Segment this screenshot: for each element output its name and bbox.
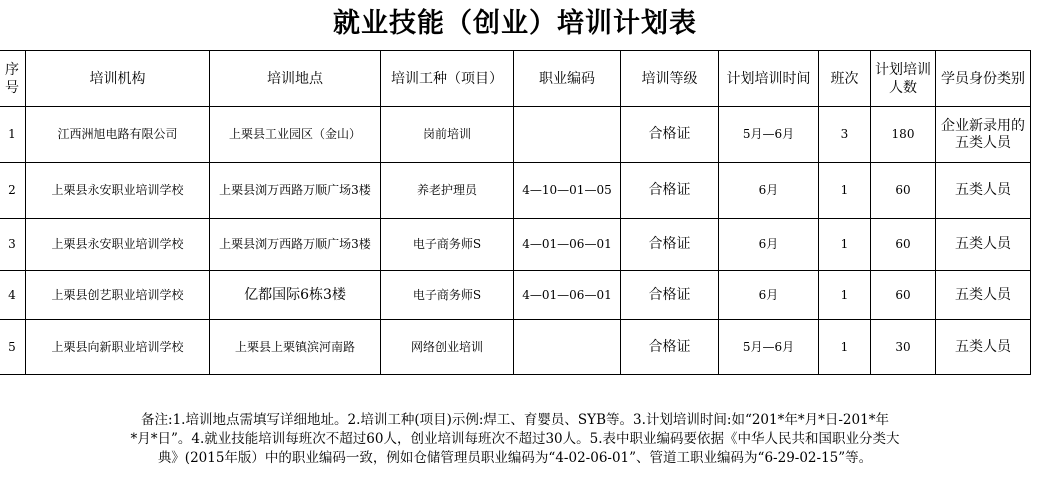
table-row <box>0 107 1031 163</box>
cell-seq: 3 <box>0 219 26 271</box>
cell-time: 5月—6月 <box>719 320 819 375</box>
cell-seq: 2 <box>0 163 26 219</box>
header-level: 培训等级 <box>621 51 719 107</box>
cell-trade: 养老护理员 <box>381 163 514 219</box>
cell-trade: 岗前培训 <box>381 107 514 163</box>
cell-location: 上栗县上栗镇滨河南路 <box>210 320 381 375</box>
cell-code <box>514 320 621 375</box>
cell-category: 五类人员 <box>936 163 1031 219</box>
table-row <box>0 219 1031 271</box>
cell-seq: 5 <box>0 320 26 375</box>
cell-classes: 3 <box>819 107 871 163</box>
cell-count: 60 <box>871 219 936 271</box>
cell-level: 合格证 <box>621 107 719 163</box>
table-row <box>0 271 1031 320</box>
header-time: 计划培训时间 <box>719 51 819 107</box>
cell-trade: 电子商务师S <box>381 271 514 320</box>
cell-org: 江西洲旭电路有限公司 <box>26 107 210 163</box>
cell-time: 6月 <box>719 163 819 219</box>
header-classes: 班次 <box>819 51 871 107</box>
remarks-note <box>80 411 950 468</box>
cell-org: 上栗县向新职业培训学校 <box>26 320 210 375</box>
cell-count: 60 <box>871 163 936 219</box>
header-location: 培训地点 <box>210 51 381 107</box>
training-plan-table <box>0 50 1031 375</box>
table-row <box>0 163 1031 219</box>
cell-location: 亿都国际6栋3楼 <box>210 271 381 320</box>
cell-code: 4—01—06—01 <box>514 219 621 271</box>
cell-classes: 1 <box>819 271 871 320</box>
cell-level: 合格证 <box>621 271 719 320</box>
page-title: 就业技能（创业）培训计划表 <box>333 8 697 39</box>
table-row <box>0 320 1031 375</box>
table-header-row <box>0 51 1031 107</box>
cell-location: 上栗县浏万西路万顺广场3楼 <box>210 163 381 219</box>
cell-level: 合格证 <box>621 163 719 219</box>
cell-time: 6月 <box>719 271 819 320</box>
cell-location: 上栗县浏万西路万顺广场3楼 <box>210 219 381 271</box>
cell-trade: 电子商务师S <box>381 219 514 271</box>
cell-time: 6月 <box>719 219 819 271</box>
cell-level: 合格证 <box>621 320 719 375</box>
cell-classes: 1 <box>819 219 871 271</box>
cell-trade: 网络创业培训 <box>381 320 514 375</box>
cell-category: 五类人员 <box>936 271 1031 320</box>
remarks-line-2: *月*日”。4.就业技能培训每班次不超过60人，创业培训每班次不超过30人。5.表中职业编码要依据《中华人民共和国职业分类大 <box>130 431 900 447</box>
cell-code: 4—10—01—05 <box>514 163 621 219</box>
cell-classes: 1 <box>819 320 871 375</box>
remarks-line-3: 典》(2015年版）中的职业编码一致，例如仓储管理员职业编码为“4-02-06-01”、管道工职业编码为“6-29-02-15”等。 <box>157 450 873 466</box>
cell-code <box>514 107 621 163</box>
cell-time: 5月—6月 <box>719 107 819 163</box>
header-count: 计划培训人数 <box>871 51 936 107</box>
header-trade: 培训工种（项目） <box>381 51 514 107</box>
header-seq: 序号 <box>0 51 26 107</box>
cell-seq: 1 <box>0 107 26 163</box>
remarks-line-1: 备注:1.培训地点需填写详细地址。2.培训工种(项目)示例:焊工、育婴员、SYB等。3.计划培训时间:如“201*年*月*日-201*年 <box>141 412 889 428</box>
cell-count: 30 <box>871 320 936 375</box>
cell-org: 上栗县创艺职业培训学校 <box>26 271 210 320</box>
header-org: 培训机构 <box>26 51 210 107</box>
cell-category: 五类人员 <box>936 219 1031 271</box>
cell-level: 合格证 <box>621 219 719 271</box>
cell-org: 上栗县永安职业培训学校 <box>26 219 210 271</box>
cell-category: 企业新录用的五类人员 <box>936 107 1031 163</box>
cell-location: 上栗县工业园区（金山） <box>210 107 381 163</box>
header-code: 职业编码 <box>514 51 621 107</box>
cell-classes: 1 <box>819 163 871 219</box>
cell-count: 180 <box>871 107 936 163</box>
cell-count: 60 <box>871 271 936 320</box>
cell-category: 五类人员 <box>936 320 1031 375</box>
header-category: 学员身份类别 <box>936 51 1031 107</box>
cell-code: 4—01—06—01 <box>514 271 621 320</box>
cell-seq: 4 <box>0 271 26 320</box>
cell-org: 上栗县永安职业培训学校 <box>26 163 210 219</box>
